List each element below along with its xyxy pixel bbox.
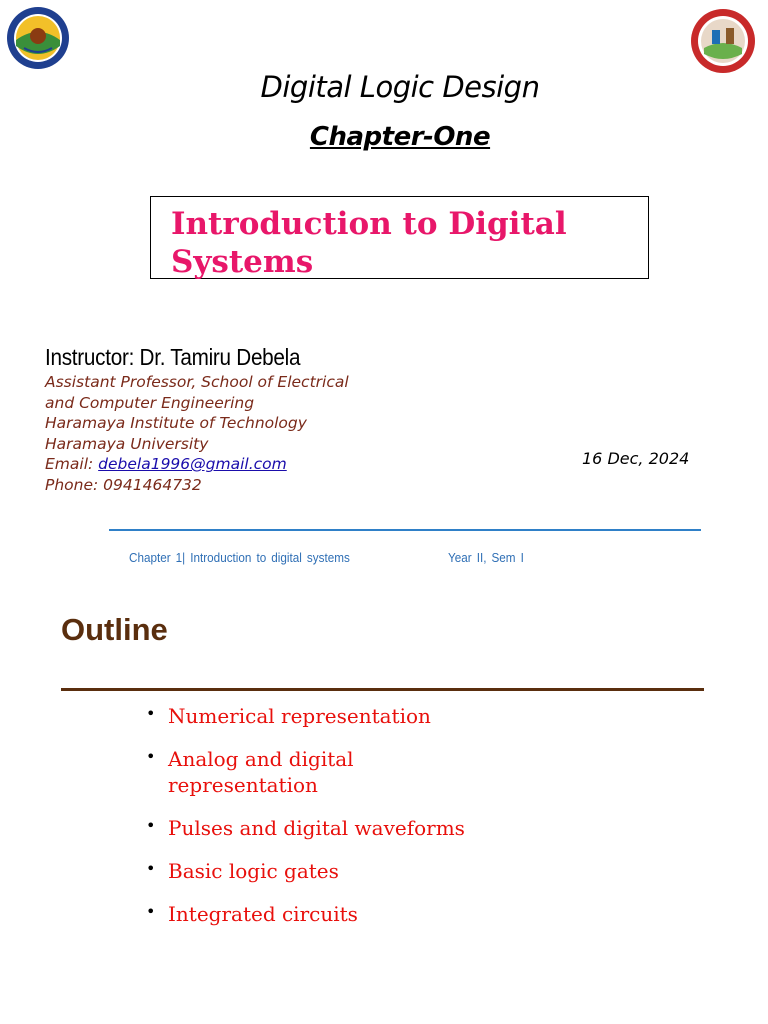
running-header-year: Year II, Sem I <box>448 550 524 565</box>
bullet-icon: • <box>146 902 156 921</box>
affiliation-line: Haramaya Institute of Technology <box>45 414 307 433</box>
email-label: Email: <box>45 455 99 474</box>
bullet-icon: • <box>146 859 156 878</box>
institute-logo <box>690 8 756 74</box>
chapter-title-box <box>150 196 649 279</box>
email-link[interactable]: debela1996@gmail.com <box>98 455 287 474</box>
bullet-icon: • <box>146 816 156 835</box>
presentation-date: 16 Dec, 2024 <box>582 449 690 468</box>
instructor-name: Instructor: Dr. Tamiru Debela <box>45 344 301 370</box>
header-divider <box>109 529 701 531</box>
list-item: • Analog and digital representation <box>146 746 706 798</box>
university-seal-logo <box>6 6 70 70</box>
running-header-chapter: Chapter 1| Introduction to digital systems <box>129 550 350 565</box>
list-item: • Numerical representation <box>146 703 706 729</box>
instructor-affiliation <box>45 372 349 496</box>
chapter-topic-title: Introduction to Digital Systems <box>171 206 567 280</box>
bullet-icon: • <box>146 747 156 766</box>
list-item: • Pulses and digital waveforms <box>146 815 706 841</box>
affiliation-line: Haramaya University <box>45 434 209 453</box>
phone-line: Phone: 0941464732 <box>45 475 202 494</box>
course-title: Digital Logic Design <box>260 70 540 104</box>
affiliation-line: Assistant Professor, School of Electrical <box>45 373 349 391</box>
list-item: • Integrated circuits <box>146 901 706 927</box>
chapter-title: Chapter-One <box>309 122 491 152</box>
outline-title: Outline <box>61 612 168 647</box>
email-line <box>45 454 349 475</box>
affiliation-line: and Computer Engineering <box>45 393 255 412</box>
list-item: • Basic logic gates <box>146 858 706 884</box>
outline-divider <box>61 688 704 691</box>
bullet-icon: • <box>146 704 156 723</box>
outline-list <box>146 703 706 944</box>
